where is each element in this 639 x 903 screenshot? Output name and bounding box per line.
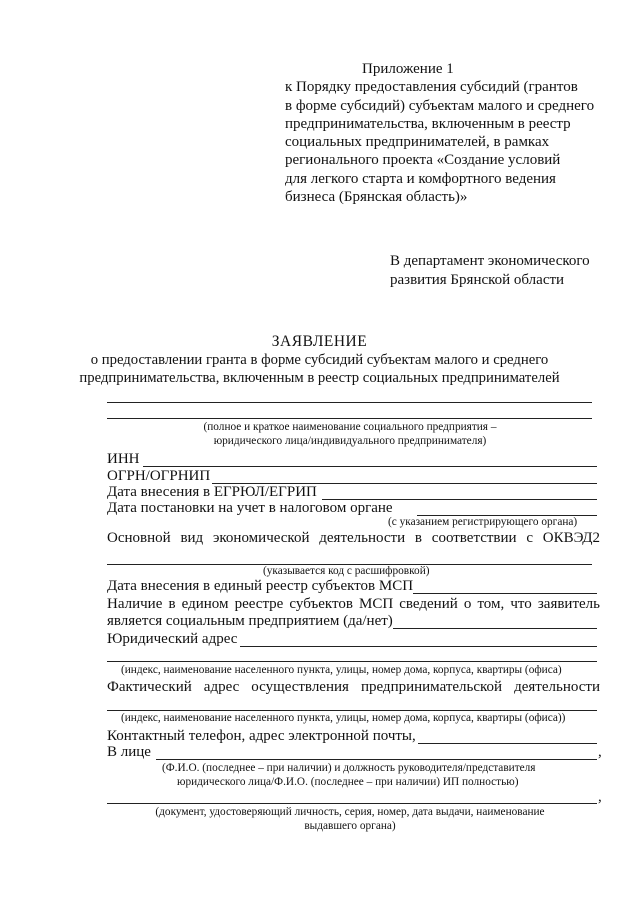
okved-caption: (указывается код с расшифровкой) [263, 565, 430, 577]
represented-by-comma: , [598, 744, 602, 760]
document-subtitle-line-2: предпринимательства, включенным в реестр социальных предпринимателей [79, 370, 560, 386]
social-status-label-1: Наличие в едином реестре субъектов МСП сведений о том, что заявитель [107, 596, 600, 612]
ogrn-label: ОГРН/ОГРНИП [107, 468, 211, 484]
annex-line: в форме субсидий) субъектам малого и среднего [285, 97, 595, 114]
actual-address-field-line[interactable] [107, 710, 597, 711]
social-status-label-2: является социальным предприятием (да/нет) [107, 613, 393, 629]
id-document-caption-1: (документ, удостоверяющий личность, серия, номер, дата выдачи, наименование [155, 806, 545, 818]
actual-address-caption: (индекс, наименование населенного пункта, улицы, номер дома, корпуса, квартиры (офиса)) [121, 712, 566, 724]
id-document-field-line[interactable] [107, 803, 597, 804]
social-status-field-line[interactable] [393, 628, 597, 629]
contacts-field-line[interactable] [418, 743, 597, 744]
org-name-caption-1: (полное и краткое наименование социального предприятия – [203, 421, 497, 433]
addressee-line: В департамент экономического [390, 253, 590, 269]
contacts-label: Контактный телефон, адрес электронной почты, [107, 728, 416, 744]
annex-line: социальных предпринимателей, в рамках [285, 134, 550, 151]
tax-registration-label: Дата постановки на учет в налоговом органе [107, 500, 393, 516]
annex-block [285, 60, 594, 206]
actual-address-label: Фактический адрес осуществления предпринимательской деятельности [107, 679, 600, 695]
addressee-line: развития Брянской области [390, 272, 565, 288]
msp-date-field-line[interactable] [413, 593, 597, 594]
annex-line: регионального проекта «Создание условий [285, 152, 561, 169]
represented-by-field-line[interactable] [156, 759, 597, 760]
okved-label: Основной вид экономической деятельности в соответствии с ОКВЭД2 [107, 530, 600, 546]
id-document-caption-2: выдавшего органа) [304, 820, 396, 832]
annex-line: предпринимательства, включенным в реестр [285, 115, 571, 132]
egrul-date-label: Дата внесения в ЕГРЮЛ/ЕГРИП [107, 484, 317, 500]
org-name-line-2[interactable] [107, 418, 592, 419]
org-name-caption-2: юридического лица/индивидуального предпринимателя) [213, 435, 487, 447]
annex-line: к Порядку предоставления субсидий (грантов [285, 79, 578, 96]
annex-line: для легкого старта и комфортного ведения [285, 170, 556, 187]
document-title: ЗАЯВЛЕНИЕ [271, 333, 368, 350]
legal-address-label: Юридический адрес [107, 631, 238, 647]
msp-date-label: Дата внесения в единый реестр субъектов МСП [107, 578, 414, 594]
legal-address-field-line-2[interactable] [107, 661, 597, 662]
representative-caption-2: юридического лица/Ф.И.О. (последнее – при наличии) ИП полностью) [177, 776, 519, 788]
org-name-line-1[interactable] [107, 402, 592, 403]
document-subtitle-line-1: о предоставлении гранта в форме субсидий субъектам малого и среднего [90, 352, 549, 368]
inn-field-line[interactable] [143, 466, 597, 467]
tax-authority-caption: (с указанием регистрирующего органа) [388, 516, 578, 528]
inn-label: ИНН [107, 451, 140, 467]
representative-caption-1: (Ф.И.О. (последнее – при наличии) и должность руководителя/представителя [162, 762, 536, 774]
legal-address-field-line-1[interactable] [240, 646, 597, 647]
addressee-block [390, 252, 590, 290]
id-document-comma: , [598, 789, 602, 805]
annex-line: бизнеса (Брянская область)» [285, 189, 468, 206]
represented-by-label: В лице [107, 744, 151, 760]
legal-address-caption: (индекс, наименование населенного пункта, улицы, номер дома, корпуса, квартиры (офиса) [121, 664, 562, 676]
annex-title: Приложение 1 [362, 61, 454, 77]
